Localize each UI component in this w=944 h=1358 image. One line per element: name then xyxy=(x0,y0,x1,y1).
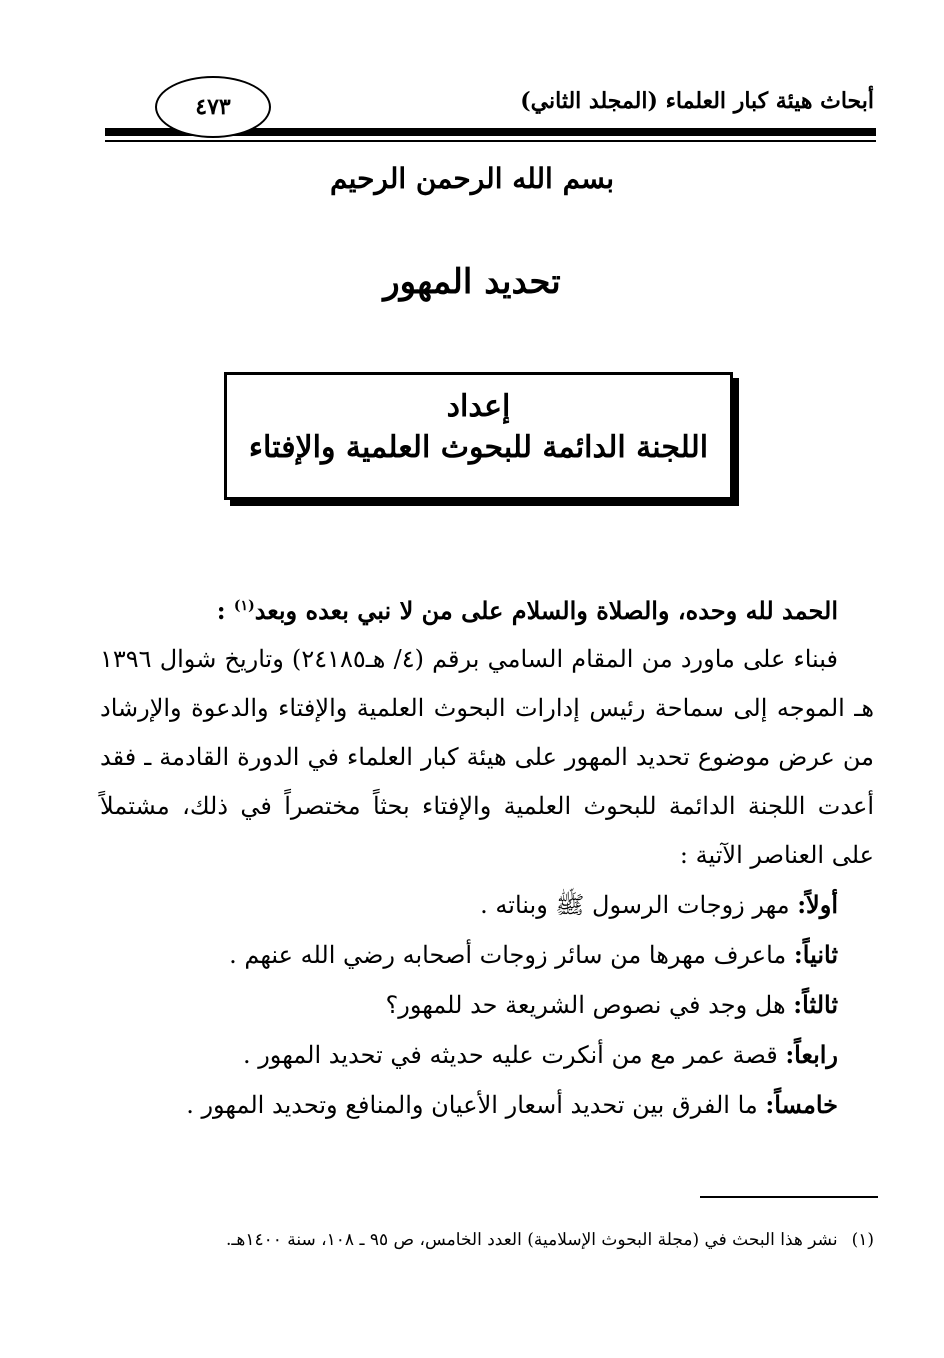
list-item-ordinal: ثانياً: xyxy=(793,940,838,969)
list-item-ordinal: ثالثاً: xyxy=(793,990,838,1019)
prepared-by-box xyxy=(224,372,733,500)
footnote-number: (١) xyxy=(851,1230,874,1250)
list-item-text: هل وجد في نصوص الشريعة حد للمهور؟ xyxy=(385,991,794,1019)
list-item-text: قصة عمر مع من أنكرت عليه حديثه في تحديد المهور . xyxy=(242,1041,786,1069)
list-item-text: ما الفرق بين تحديد أسعار الأعيان والمنافع وتحديد المهور . xyxy=(186,1091,766,1119)
running-head: أبحاث هيئة كبار العلماء (المجلد الثاني) xyxy=(520,88,874,114)
list-item xyxy=(100,880,874,930)
list-item xyxy=(100,1080,874,1130)
page-number: ٤٧٣ xyxy=(195,94,231,120)
list-item-text: مهر زوجات الرسول ﷺ وبناته . xyxy=(480,891,798,919)
intro-paragraph: فبناء على ماورد من المقام السامي برقم (٤/ هـ٢٤١٨٥) وتاريخ شوال ١٣٩٦ هـ الموجه إلى سماحة رئيس إدارات البحوث العلمية والإفتاء والدعوة والإرشاد من عرض موضوع تحديد المهور على هيئة كبار العلماء في الدورة القادمة ـ فقد أعدت اللجنة الدائمة للبحوث العلمية والإفتاء بحثاً مختصراً في ذلك، مشتملاً على العناصر الآتية : xyxy=(100,645,874,869)
opening-praise xyxy=(100,582,874,635)
list-item-ordinal: أولاً: xyxy=(797,890,838,919)
list-item xyxy=(100,930,874,980)
body-text xyxy=(100,582,874,1130)
header-rule-thin xyxy=(105,140,876,142)
list-item xyxy=(100,1030,874,1080)
list-item-ordinal: خامساً: xyxy=(765,1090,838,1119)
list-item-text: ماعرف مهرها من سائر زوجات أصحابه رضي الله عنهم . xyxy=(229,941,794,969)
footnote-separator xyxy=(700,1196,878,1198)
prepared-by-label: إعداد xyxy=(446,389,511,424)
footnote-text: نشر هذا البحث في (مجلة البحوث الإسلامية) العدد الخامس، ص ٩٥ ـ ١٠٨، سنة ١٤٠٠هـ. xyxy=(225,1230,838,1250)
list-item-ordinal: رابعاً: xyxy=(785,1040,838,1069)
page-number-oval xyxy=(155,76,271,138)
praise-colon: : xyxy=(216,596,226,625)
elements-list xyxy=(100,880,874,1130)
footnote xyxy=(100,1230,874,1250)
committee-name: اللجنة الدائمة للبحوث العلمية والإفتاء xyxy=(248,430,709,465)
list-item xyxy=(100,980,874,1030)
basmala: بسم الله الرحمن الرحيم xyxy=(330,162,614,195)
page-title: تحديد المهور xyxy=(383,262,561,302)
praise-text: الحمد لله وحده، والصلاة والسلام على من لا نبي بعده وبعد xyxy=(254,596,838,625)
footnote-ref: (١) xyxy=(233,598,255,614)
